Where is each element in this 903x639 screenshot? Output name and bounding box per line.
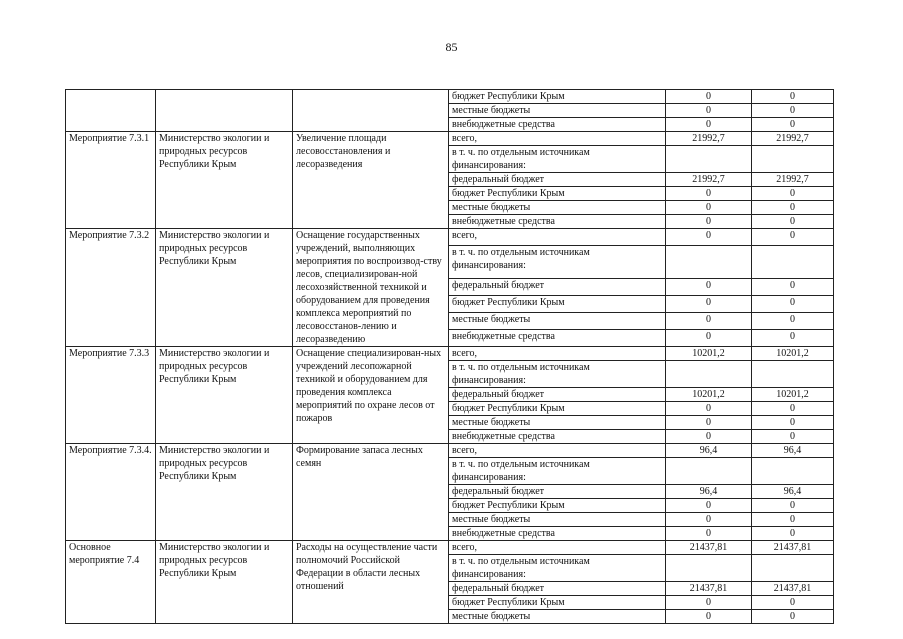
amount-value: 0 [752, 596, 834, 610]
funding-source: в т. ч. по отдельным источникам финансирования: [449, 555, 666, 582]
funding-source: местные бюджеты [449, 201, 666, 215]
amount-value: 0 [752, 90, 834, 104]
amount-value: 0 [666, 215, 752, 229]
funding-source: бюджет Республики Крым [449, 187, 666, 201]
measure-name: Мероприятие 7.3.1 [66, 132, 156, 229]
amount-value: 0 [666, 90, 752, 104]
amount-value: 96,4 [666, 444, 752, 458]
funding-source: всего, [449, 444, 666, 458]
amount-value: 0 [666, 499, 752, 513]
funding-source: в т. ч. по отдельным источникам финансирования: [449, 146, 666, 173]
funding-source: внебюджетные средства [449, 430, 666, 444]
amount-value: 0 [666, 416, 752, 430]
measure-description: Оснащение государственных учреждений, выполняющих мероприятия по воспроизвод-ству лесов, специализирован-ной лесохозяйственной техникой и оборудованием для проведения комплекса мероприятий по лесовосстанов-лению и лесоразведению [293, 229, 449, 347]
funding-source: бюджет Республики Крым [449, 596, 666, 610]
amount-value: 96,4 [752, 485, 834, 499]
measure-description: Увеличение площади лесовосстановления и лесоразведения [293, 132, 449, 229]
executor-cell [156, 90, 293, 132]
amount-value: 0 [752, 610, 834, 624]
funding-source: федеральный бюджет [449, 388, 666, 402]
measure-name: Мероприятие 7.3.4. [66, 444, 156, 541]
amount-value: 0 [752, 416, 834, 430]
amount-value: 0 [666, 104, 752, 118]
funding-source: в т. ч. по отдельным источникам финансирования: [449, 361, 666, 388]
financing-table [65, 89, 834, 624]
amount-value [666, 146, 752, 173]
amount-value: 0 [752, 527, 834, 541]
funding-source: всего, [449, 541, 666, 555]
amount-value: 21437,81 [752, 582, 834, 596]
amount-value: 0 [666, 430, 752, 444]
funding-source: внебюджетные средства [449, 527, 666, 541]
funding-source: бюджет Республики Крым [449, 295, 666, 312]
table-row [66, 347, 834, 361]
table-row [66, 229, 834, 246]
measure-description: Формирование запаса лесных семян [293, 444, 449, 541]
funding-source: в т. ч. по отдельным источникам финансирования: [449, 246, 666, 279]
amount-value: 21437,81 [752, 541, 834, 555]
funding-source: местные бюджеты [449, 104, 666, 118]
measure-name: Мероприятие 7.3.2 [66, 229, 156, 347]
funding-source: местные бюджеты [449, 513, 666, 527]
amount-value: 0 [752, 329, 834, 346]
funding-source: местные бюджеты [449, 610, 666, 624]
funding-source: внебюджетные средства [449, 215, 666, 229]
amount-value: 96,4 [752, 444, 834, 458]
amount-value: 21992,7 [752, 132, 834, 146]
amount-value [666, 246, 752, 279]
funding-source: федеральный бюджет [449, 582, 666, 596]
amount-value: 21437,81 [666, 582, 752, 596]
amount-value: 0 [752, 187, 834, 201]
measure-description: Оснащение специализирован-ных учреждений лесопожарной техникой и оборудованием для проведения комплекса мероприятий по охране лесов от пожаров [293, 347, 449, 444]
amount-value: 0 [666, 118, 752, 132]
amount-value: 0 [752, 201, 834, 215]
amount-value: 0 [666, 229, 752, 246]
measure-executor: Министерство экологии и природных ресурсов Республики Крым [156, 444, 293, 541]
funding-source: бюджет Республики Крым [449, 90, 666, 104]
amount-value: 96,4 [666, 485, 752, 499]
amount-value [666, 361, 752, 388]
amount-value [752, 555, 834, 582]
measure-description: Расходы на осуществление части полномочий Российской Федерации в области лесных отношений [293, 541, 449, 624]
table-row [66, 132, 834, 146]
amount-value: 0 [666, 513, 752, 527]
measure-executor: Министерство экологии и природных ресурсов Республики Крым [156, 132, 293, 229]
amount-value: 0 [666, 312, 752, 329]
page-number: 85 [445, 40, 458, 54]
amount-value: 10201,2 [752, 347, 834, 361]
measure-executor: Министерство экологии и природных ресурсов Республики Крым [156, 541, 293, 624]
amount-value: 10201,2 [752, 388, 834, 402]
amount-value: 0 [666, 402, 752, 416]
funding-source: бюджет Республики Крым [449, 402, 666, 416]
measure-name: Основное мероприятие 7.4 [66, 541, 156, 624]
table-row [66, 90, 834, 104]
amount-value [752, 361, 834, 388]
funding-source: федеральный бюджет [449, 278, 666, 295]
amount-value: 0 [752, 104, 834, 118]
amount-value: 21992,7 [666, 173, 752, 187]
amount-value: 0 [666, 201, 752, 215]
amount-value [666, 458, 752, 485]
amount-value: 0 [752, 229, 834, 246]
funding-source: федеральный бюджет [449, 485, 666, 499]
amount-value: 0 [752, 278, 834, 295]
table-body [66, 90, 834, 624]
amount-value: 10201,2 [666, 347, 752, 361]
amount-value: 0 [666, 527, 752, 541]
amount-value: 21437,81 [666, 541, 752, 555]
funding-source: местные бюджеты [449, 416, 666, 430]
funding-source: всего, [449, 347, 666, 361]
funding-source: бюджет Республики Крым [449, 499, 666, 513]
measure-name: Мероприятие 7.3.3 [66, 347, 156, 444]
funding-source: всего, [449, 132, 666, 146]
amount-value [752, 458, 834, 485]
amount-value: 10201,2 [666, 388, 752, 402]
amount-value: 0 [666, 295, 752, 312]
amount-value: 0 [752, 402, 834, 416]
amount-value: 0 [666, 187, 752, 201]
measure-name-cell [66, 90, 156, 132]
amount-value: 0 [752, 312, 834, 329]
measure-executor: Министерство экологии и природных ресурсов Республики Крым [156, 229, 293, 347]
amount-value [752, 246, 834, 279]
table-row [66, 444, 834, 458]
measure-executor: Министерство экологии и природных ресурсов Республики Крым [156, 347, 293, 444]
amount-value [666, 555, 752, 582]
amount-value: 21992,7 [752, 173, 834, 187]
amount-value: 0 [666, 596, 752, 610]
amount-value: 0 [752, 499, 834, 513]
amount-value: 21992,7 [666, 132, 752, 146]
amount-value: 0 [666, 278, 752, 295]
funding-source: в т. ч. по отдельным источникам финансирования: [449, 458, 666, 485]
funding-source: внебюджетные средства [449, 329, 666, 346]
funding-source: федеральный бюджет [449, 173, 666, 187]
table-row [66, 541, 834, 555]
funding-source: всего, [449, 229, 666, 246]
amount-value: 0 [666, 329, 752, 346]
amount-value: 0 [752, 430, 834, 444]
amount-value: 0 [666, 610, 752, 624]
funding-source: внебюджетные средства [449, 118, 666, 132]
amount-value: 0 [752, 513, 834, 527]
amount-value: 0 [752, 118, 834, 132]
funding-source: местные бюджеты [449, 312, 666, 329]
amount-value [752, 146, 834, 173]
amount-value: 0 [752, 295, 834, 312]
amount-value: 0 [752, 215, 834, 229]
description-cell [293, 90, 449, 132]
